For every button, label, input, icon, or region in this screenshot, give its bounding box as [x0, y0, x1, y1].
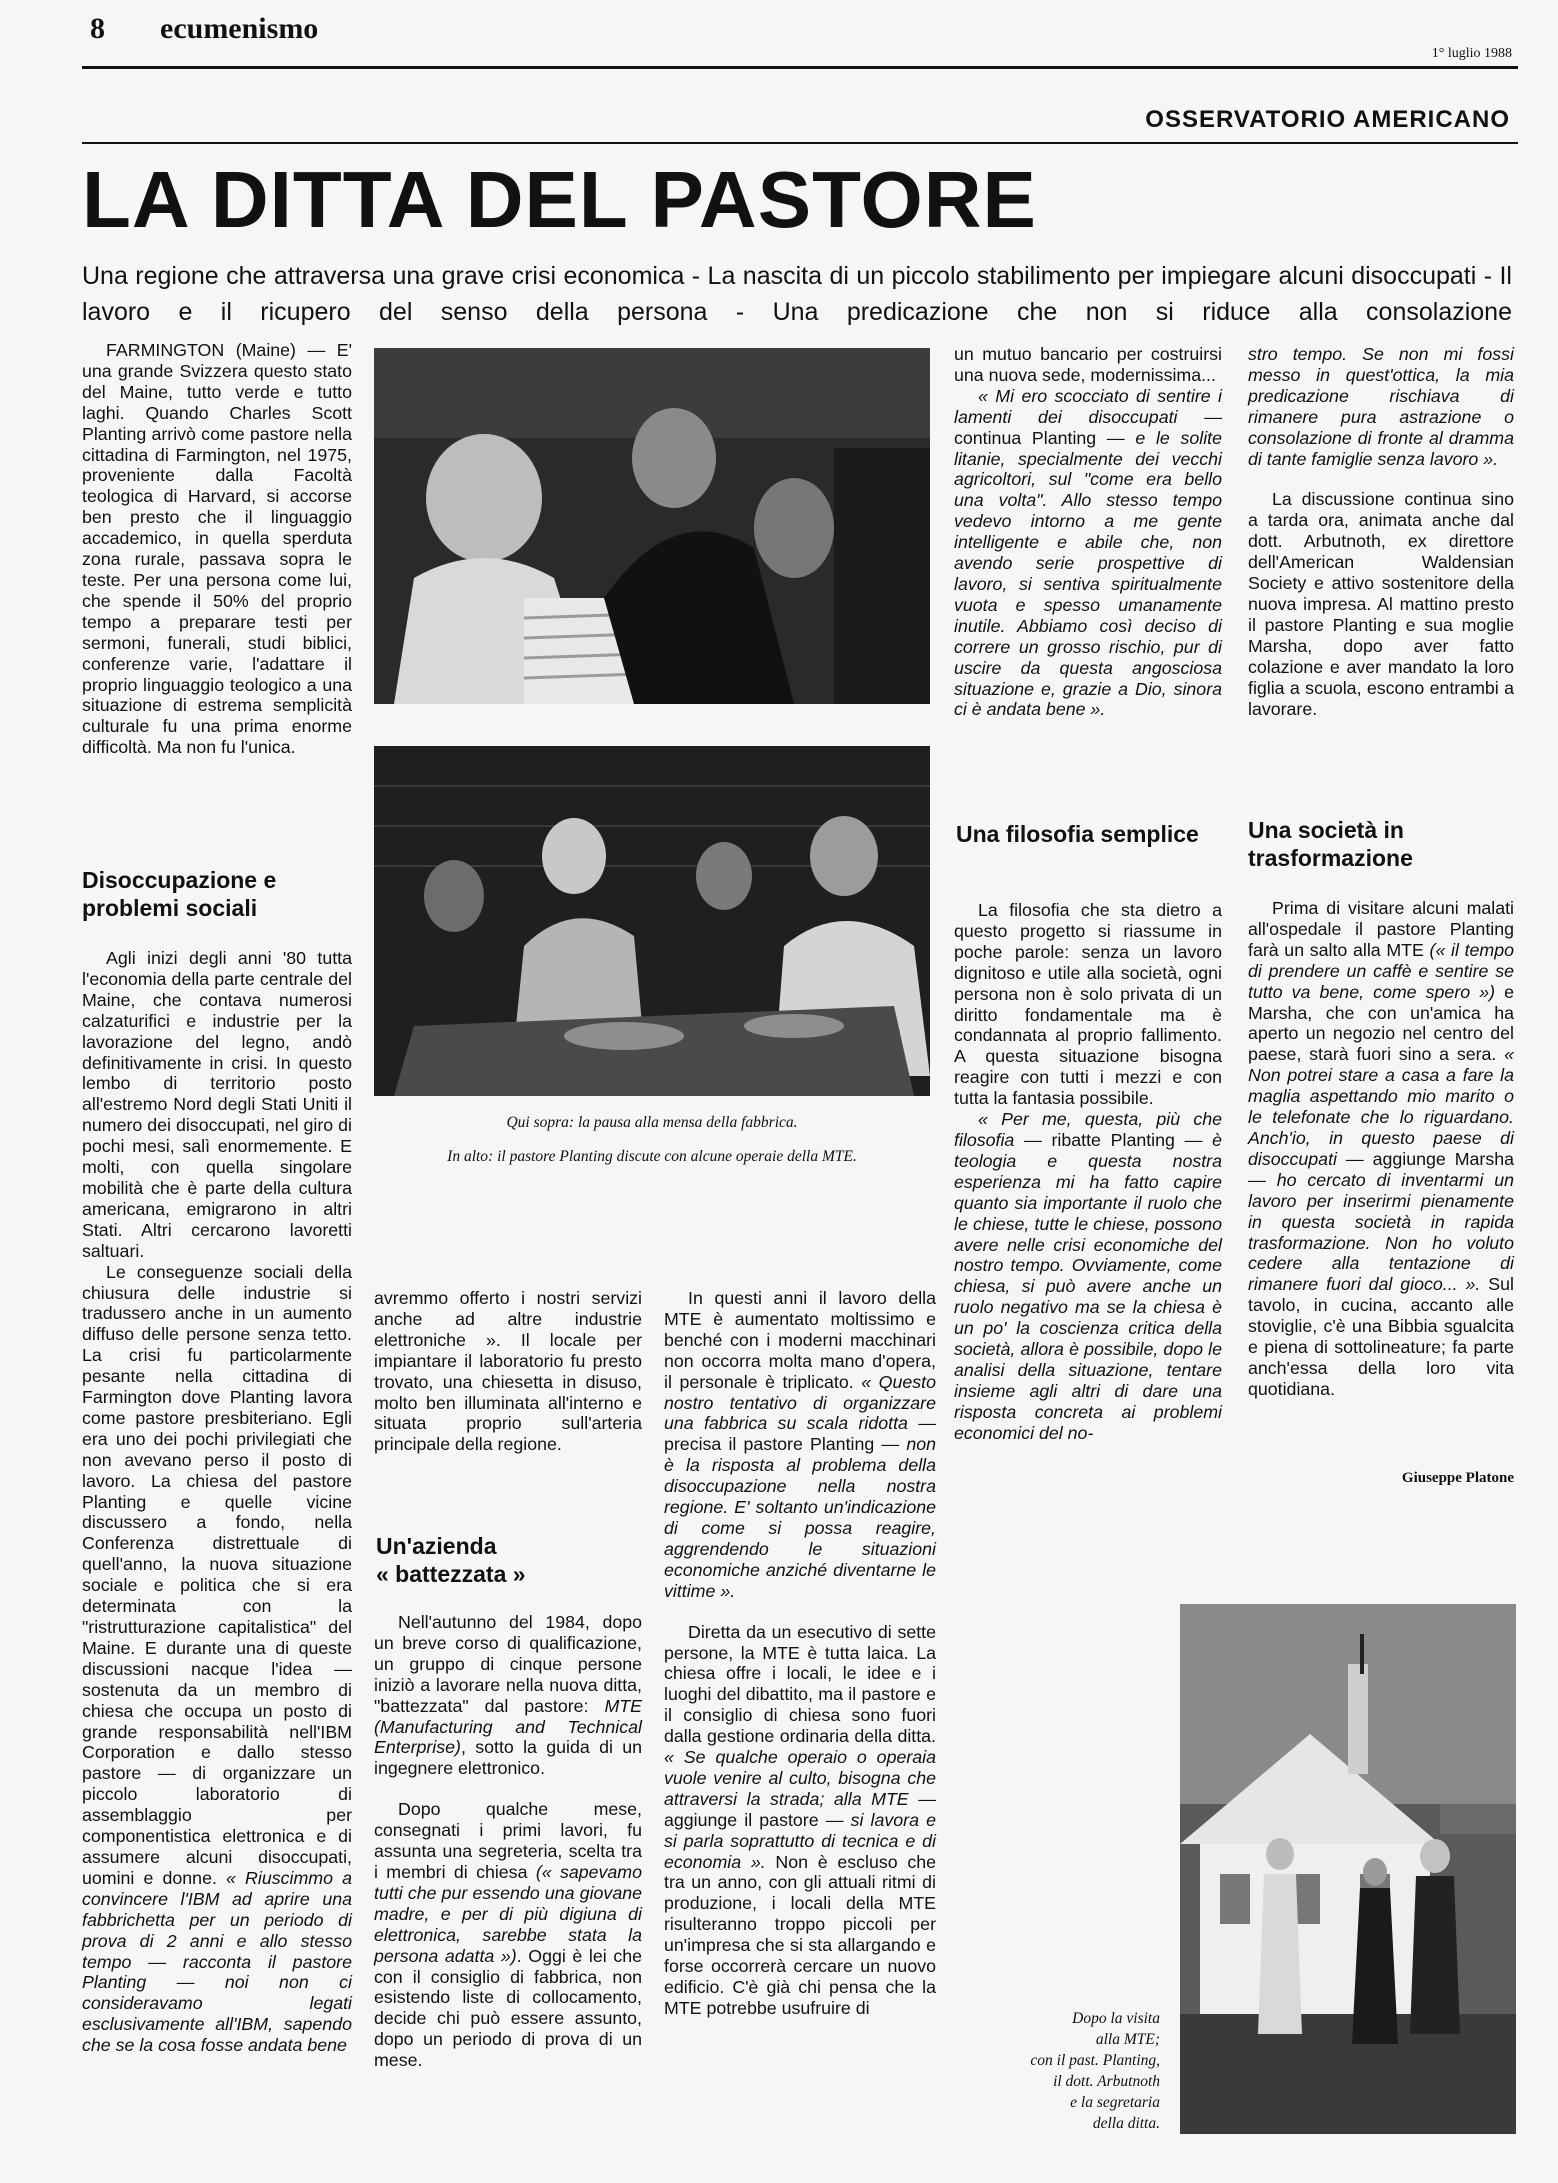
photo-pastor-workers-image [374, 348, 930, 704]
issue-date: 1° luglio 1988 [1431, 46, 1512, 61]
subhead-azienda [376, 1532, 644, 1588]
text-run: Diretta da un esecutivo di sette persone, la MTE è tutta laica. La chiesa offre i locali, le idee e i luoghi del dibattito, ma il pastore e il consiglio di chiesa sono fuori dalla gestione ordinaria della ditta. [664, 1621, 936, 1747]
quote-run: si lavora e si parla soprattutto di tecnica e di economia ». [664, 1809, 936, 1872]
quote-run: « Mi ero scocciato di sentire i lamenti dei disoccupati [954, 385, 1222, 427]
quote-run: (« sapevamo tutti che pur essendo una giovane madre, e per di più digiuna di elettronica, sarebbe stata la persona adatta ») [374, 1861, 642, 1966]
column-3-body [954, 900, 1222, 1444]
paragraph-teologia [954, 1109, 1222, 1444]
quote-run: ho cercato di inventarmi un lavoro per inserirmi pienamente in questa società in rapida trasformazione. Non ho voluto cedere alla tentazione di rimanere fuori dal gioco... ». [1248, 1169, 1514, 1295]
caption-mensa: Qui sopra: la pausa alla mensa della fabbrica. [506, 1114, 798, 1131]
paragraph-scocciato [954, 386, 1222, 721]
photo-lunch-break-image [374, 746, 930, 1096]
quote-run: (« il tempo di prendere un caffè e sentire se tutto va bene, come spero ») [1248, 939, 1514, 1002]
paragraph-diretta [664, 1622, 936, 2019]
page-number: 8 [90, 12, 105, 45]
text-run: — continua Planting — [954, 406, 1222, 448]
column-2-body [374, 1612, 642, 2071]
paragraph-autunno [374, 1612, 642, 1779]
caption-visita [960, 2008, 1160, 2134]
quote-run: stro tempo. Se non mi fossi messo in quest'ottica, la mia predicazione rischiava di rimanere pura astrazione o consolazione di fronte al dramma di tante famiglie senza lavoro ». [1248, 344, 1514, 469]
quote-run: « Per me, questa, più che filosofia [954, 1109, 1222, 1150]
text-run: , sotto la guida di un ingegnere elettronico. [374, 1737, 642, 1779]
caption-visita-line: alla MTE; [1095, 2031, 1160, 2048]
text-run: Prima di visitare alcuni malati all'ospedale il pastore Planting farà un salto alla MTE [1248, 898, 1514, 960]
photo-pastor-workers [374, 348, 930, 704]
caption-visita-line: con il past. Planting, [1030, 2052, 1160, 2069]
text-run: precisa il pastore Planting — [664, 1434, 907, 1455]
text-run: Le conseguenze sociali della chiusura delle industrie si tradussero anche in un aumento diffuso delle persone senza tetto. La crisi fu particolarmente pesante nella cittadina di Farmington dove Planting lavora come pastore presbiteriano. Egli era uno dei pochi privilegiati che non avevano perso il posto di lavoro. La chiesa del pastore Planting e quelle vicine discussero a fondo, nella Conferenza distrettuale di quell'anno, la nuova situazione sociale e politica che si era determinata con la "ristrutturazione capitalistica" del Maine. E durante una di queste discussioni nacque l'idea — sostenuta da un membro di chiesa che occupa un posto di grande responsabilità nell'IBM Corporation e dallo stesso pastore — di organizzare un piccolo laboratorio di assemblaggio per componentistica elettronica e di assumere alcuni disoccupati, uomini e donne. [82, 1261, 352, 1888]
photo-church-visit-image [1180, 1604, 1516, 2134]
section-name: ecumenismo [160, 12, 319, 45]
text-run: . Oggi è lei che con il consiglio di fabbrica, non esistendo liste di collocamento, decide chi può essere assunto, dopo un periodo di prova di un mese. [374, 1945, 642, 2071]
quote-run: e le solite litanie, specialmente dei vecchi agricoltori, sul "come era bello una volta". Allo stesso tempo vedevo intorno a me gente intelligente e abile che, non avendo serie prospettive di lavoro, si sentiva spiritualmente vuota e spesso umanamente inutile. Abbiamo così deciso di correre un grosso rischio, pur di uscire da questa angosciosa situazione e, grazie a Dio, sinora ci è andata bene ». [954, 427, 1222, 720]
column-3-top [954, 344, 1222, 720]
header-rule [82, 66, 1518, 69]
text-run: e Marsha, che con un'amica ha aperto un negozio nel centro del paese, starà fuori sino a sera. [1248, 981, 1514, 1065]
rubric: OSSERVATORIO AMERICANO [1145, 106, 1510, 133]
quote-run: « Se qualche operaio o operaia vuole venire al culto, bisogna che attraversi la strada; alla MTE — [664, 1747, 936, 1809]
intro-paragraph: FARMINGTON (Maine) — E' una grande Svizzera questo stato del Maine, tutto verde e tutto laghi. Quando Charles Scott Planting arrivò come pastore nella cittadina di Farmington, nel 1975, proveniente dalla Facoltà teologica di Harvard, si accorse ben presto che il linguaggio accademico, in quella sperduta zona rurale, passava sopra le teste. Per una persona come lui, che spende il 50% del proprio tempo a preparare testi per sermoni, funerali, studi biblici, conferenze varie, l'adattare il proprio linguaggio teologico a una situazione di estrema semplicità culturale fu una prima enorme difficoltà. Ma non fu l'unica. [82, 340, 352, 758]
photo-lunch-break [374, 746, 930, 1096]
column-4-top [1248, 344, 1514, 719]
paragraph-mte [664, 1288, 936, 1602]
paragraph-ottica [1248, 344, 1514, 469]
subhead-societa: Una società in trasformazione [1248, 817, 1413, 871]
quote-run: MTE (Manufacturing and Technical Enterprise) [374, 1695, 642, 1758]
subhead-azienda-line1: Un'azienda [376, 1533, 497, 1559]
subhead-azienda-line2: « battezzata » [376, 1561, 526, 1587]
article-deck: Una regione che attraversa una grave crisi economica - La nascita di un piccolo stabilimento per impiegare alcuni disoccupati - Il lavoro e il ricupero del senso della persona - Una predicazione che non si riduce alla consolazione [82, 262, 1512, 326]
photo-church-visit [1180, 1604, 1516, 2134]
column-2-top [374, 1288, 642, 1455]
caption-visita-line: della ditta. [1092, 2115, 1160, 2132]
paragraph-locale: avremmo offerto i nostri servizi anche ad altre industrie elettroniche ». Il locale per impiantare il laboratorio fu presto trovato, una chiesetta in disuso, molto ben illuminata all'interno e situata proprio sull'arteria principale della regione. [374, 1288, 642, 1455]
text-run: Non è escluso che tra un anno, con gli attuali ritmi di produzione, i locali della MTE risulteranno troppo piccoli per un'impresa che si sta allargando e forse occorrerà cercare un nuovo edificio. C'è già chi pensa che la MTE potrebbe usufruire di [664, 1851, 936, 2018]
caption-visita-line: e la segretaria [1070, 2094, 1160, 2111]
text-run: In questi anni il lavoro della MTE è aumentato moltissimo e benché con i moderni macchinari non occorra molta mano d'opera, il personale è triplicato. [664, 1288, 936, 1392]
quote-run: non è la risposta al problema della disoccupazione nella nostra regione. E' soltanto un'indicazione di come si possa reagire, aggrendendo le situazioni economiche anziché diventarne le vittime ». [664, 1434, 936, 1601]
text-run: Dopo qualche mese, consegnati i primi lavori, fu assunta una segreteria, scelta tra i membri di chiesa [374, 1799, 642, 1882]
text-run: — ribatte Planting — [1014, 1129, 1213, 1150]
paragraph-discussione: La discussione continua sino a tarda ora, animata anche dal dott. Arbutnoth, ex direttore dell'American Waldensian Society e attivo sostenitore della nuova impresa. Al mattino presto il pastore Planting e sua moglie Marsha, dopo aver fatto colazione e aver mandato la loro figlia a scuola, escono entrambi a lavorare. [1248, 489, 1514, 719]
signature: Giuseppe Platone [1401, 1470, 1514, 1486]
subhead-disoccupazione: Disoccupazione e problemi sociali [82, 867, 277, 921]
quote-run: « Non potrei stare a casa a fare la maglia aspettando mio marito o le telefonate che lo riguardano. Anch'io, in questo paese di disoccupati [1248, 1044, 1514, 1169]
text-run: aggiunge il pastore — [664, 1809, 851, 1830]
column-1-body [82, 948, 352, 2056]
paragraph-conseguenze [82, 1262, 352, 2056]
paragraph-crisi: Agli inizi degli anni '80 tutta l'economia della parte centrale del Maine, che contava numerosi calzaturifici e industrie per la lavorazione del legno, andò definitivamente in crisi. In questo lembo di territorio posto all'estremo Nord degli Stati Uniti il numero dei disoccupati, nel giro di pochi mesi, salì enormemente. E molti, con quella singolare mobilità che è parte della cultura americana, emigrarono in altri Stati. Altri cercarono lavoretti saltuari. [82, 948, 352, 1261]
paragraph-segreteria [374, 1799, 642, 2071]
subhead-filosofia: Una filosofia semplice [956, 821, 1199, 847]
article-title: LA DITTA DEL PASTORE [82, 155, 1037, 244]
text-run: Sul tavolo, in cucina, accanto alle stoviglie, c'è una Bibbia sgualcita e piena di sottolineature; fa parte anch'essa della loro vita quotidiana. [1248, 1274, 1515, 1399]
caption-visita-line: il dott. Arbutnoth [1053, 2073, 1160, 2090]
column-3-bottom [664, 1288, 936, 2019]
rubric-rule [82, 142, 1518, 144]
quote-run: « Riuscimmo a convincere l'IBM ad aprire una fabbrichetta per un periodo di prova di 2 anni e allo stesso tempo — racconta il pastore Planting — noi non ci consideravamo legati esclusivamente all'IBM, sapendo che se la cosa fosse andata bene [82, 1867, 352, 2056]
caption-visita-line: Dopo la visita [1072, 2010, 1160, 2027]
paragraph-filosofia: La filosofia che sta dietro a questo progetto si riassume in poche parole: senza un lavoro dignitoso e utile alla società, ogni persona non è solo privata di un diritto fondamentale ma è condannata al proprio fallimento. A questa situazione bisogna reagire con tutti i mezzi e con tutta la fantasia possibile. [954, 900, 1222, 1109]
column-1-top [82, 340, 352, 758]
paragraph-marsha [1248, 898, 1514, 1400]
text-run: Nell'autunno del 1984, dopo un breve corso di qualificazione, un gruppo di cinque persone iniziò a lavorare nella nuova ditta, "battezzata" dal pastore: [374, 1612, 642, 1716]
quote-run: è teologia e questa nostra esperienza mi ha fatto capire quanto sia importante il ruolo che le chiese, tutte le chiese, possono avere nelle crisi economiche del nostro tempo. Ovviamente, come chiesa, si può avere anche un ruolo negativo ma se la chiesa è un po' la coscienza critica della società, allora è possibile, dopo le analisi della situazione, tentare insieme agli altri di dare una risposta concreta ai problemi economici del no- [954, 1129, 1222, 1443]
quote-run: « Questo nostro tentativo di organizzare una fabbrica su scala ridotta — [664, 1371, 936, 1434]
text-run: — aggiunge Marsha — [1248, 1148, 1514, 1190]
paragraph-mutuo: un mutuo bancario per costruirsi una nuova sede, modernissima... [954, 344, 1222, 385]
caption-operaie: In alto: il pastore Planting discute con alcune operaie della MTE. [447, 1148, 857, 1165]
column-4-body [1248, 898, 1514, 1400]
